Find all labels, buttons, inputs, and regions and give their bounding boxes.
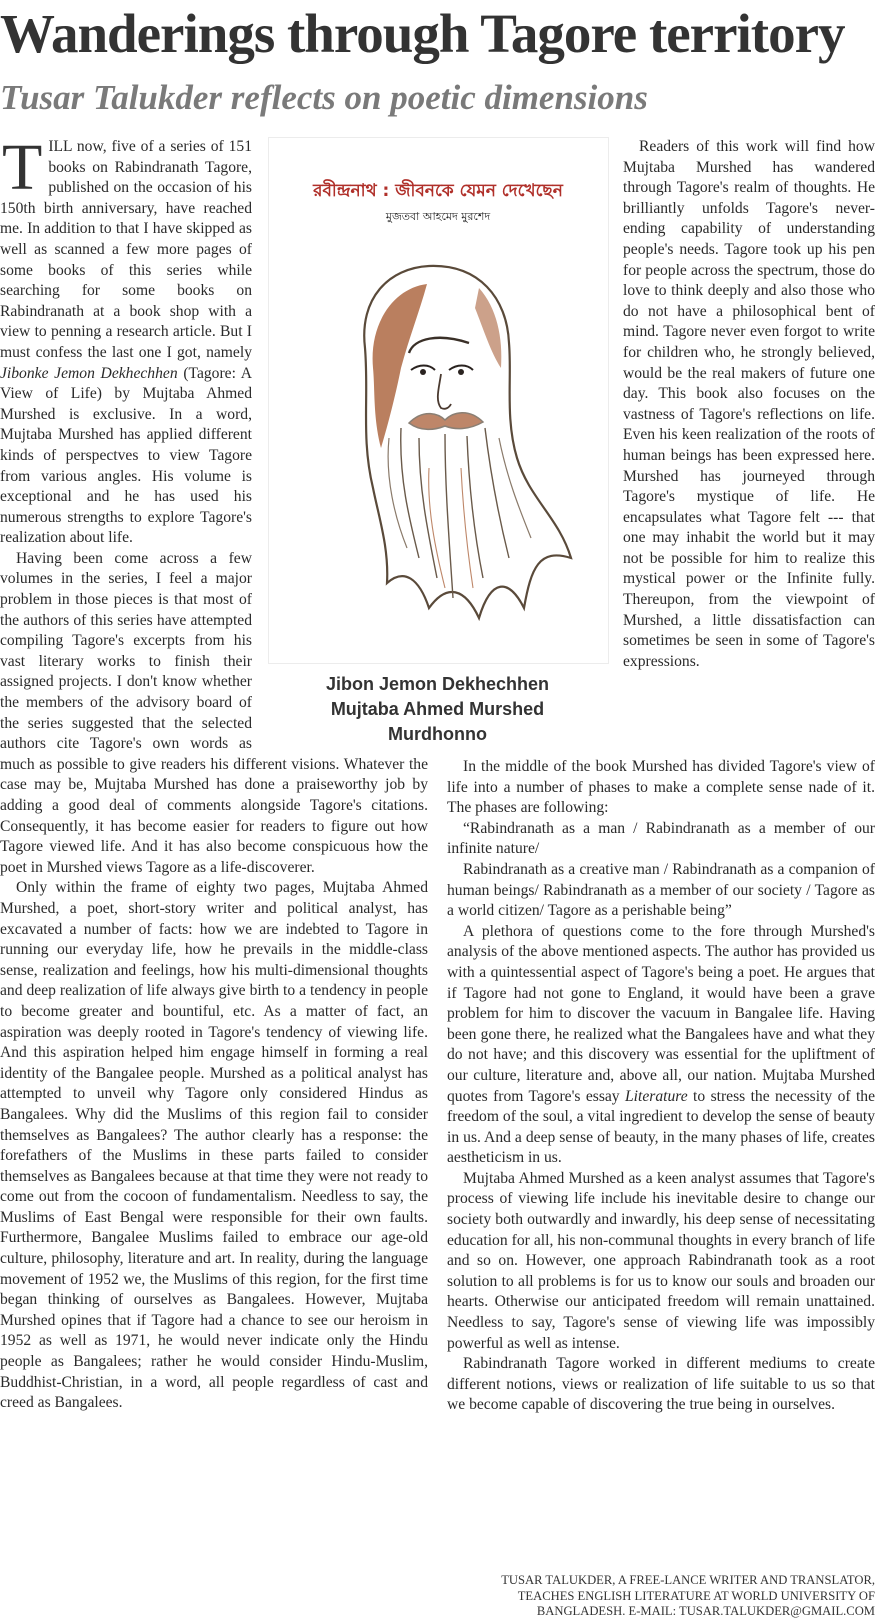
cover-author: মুজতবা আহমেদ মুরশেদ xyxy=(385,210,491,223)
paragraph-r3: “Rabindranath as a man / Rabindranath as a member of our infinite nature/ xyxy=(447,819,875,858)
right-column-upper xyxy=(623,137,875,672)
tagore-portrait-illustration xyxy=(269,138,608,663)
paragraph-r4: Rabindranath as a creative man / Rabindranath as a companion of human beings/ Rabindranath as a member of our society / Tagore as a world citizen/ Tagore as a perishable being” xyxy=(447,860,875,920)
paragraph-r1: Readers of this work will find how Mujtaba Murshed has wandered through Tagore's realm of thoughts. He brilliantly unfolds Tagore's never-ending capability of understanding people's needs. Tagore took up his pen for people across the spectrum, those do love to think deeply and also those who do not have a philosophical bent of mind. Tagore never even forgot to write for children who, he strongly believed, would be the real makers of future one day. This book also focuses on the vastness of Tagore's reflections on life. Even his keen realization of the roots of human beings has been expressed here. Murshed has journeyed through Tagore's mystique of life. He encapsulates what Tagore felt --- that one may inhabit the world but it may not be possible for him to realize this mystical power or the Infinite fully. Thereupon, from the viewpoint of Murshed, a little dissatisfaction can sometimes be seen in some of Tagore's expressions. xyxy=(623,138,875,670)
author-byline: TUSAR TALUKDER, A FREE-LANCE WRITER AND TRANSLATOR, TEACHES ENGLISH LITERATURE AT WORLD UNIVERSITY OF BANGLADESH. E-MAIL: TUSAR.TALUKDER@GMAIL.COM xyxy=(501,1573,875,1618)
paragraph-r5 xyxy=(447,922,875,1169)
cover-title: রবীন্দ্রনাথ : জীবনকে যেমন দেখেছেন xyxy=(313,181,563,201)
essay-title-italic: Literature xyxy=(625,1087,688,1105)
paragraph-r2: In the middle of the book Murshed has divided Tagore's view of life into a number of phases to make a complete sense nade of it. The phases are following: xyxy=(447,758,875,817)
photo-caption xyxy=(268,672,607,747)
paragraph-1-text-end: (Tagore: A View of Life) by Mujtaba Ahmed Murshed is exclusive. In a word, Mujtaba Murshed has applied different kinds of perspectves to view Tagore from various angles. His volume is exceptional and he has used his numerous strengths to explore Tagore's realization about life. xyxy=(0,364,252,547)
article-subheadline: Tusar Talukder reflects on poetic dimensions xyxy=(0,78,648,117)
paragraph-1-text: ILL now, five of a series of 151 books on Rabindranath Tagore, published on the occasion of his 150th birth anniversary, have reached me. In addition to that I have skipped as well as scanned a few more pages of some books of this series while searching for some books on Rabindranath at a book shop with a view to penning a research article. But I must confess the last one I got, namely xyxy=(0,138,252,361)
paragraph-r5-text-end: to stress the necessity of the freedom of the soul, a vital ingredient to develop the sense of beauty in us. And a deep sense of beauty, in the many phases of life, creates aestheticism in us. xyxy=(447,1087,875,1167)
book-title-italic: Jibonke Jemon Dekhechhen xyxy=(0,364,178,382)
paragraph-3: Only within the frame of eighty two pages, Mujtaba Ahmed Murshed, a poet, short-story writer and political analyst, has excavated a number of facts: how we are indebted to Tagore in running our everyday life, how he prevails in the middle-class sense, realization and feelings, how his multi-dimensional thoughts and deep realization of life always give birth to a tendency in people to become greater and bountiful, etc. As a matter of fact, an aspiration was deeply rooted in Tagore's tendency of viewing life. And this aspiration helped him engage himself in forming a real identity of the Bangalee people. Murshed as a political analyst has attempted to unveil why Tagore only considered Hindus as Bangalees. Why did the Muslims of this region fail to consider themselves as Bangalees? The author clearly has a response: the forefathers of the Muslims in these parts failed to consider themselves as Bangalees because at that time they were not ready to come out from the cocoon of fundamentalism. Needless to say, the Muslims of East Bengal were responsible for their own faults. Furthermore, Bangalee Muslims failed to embrace our age-old culture, philosophy, literature and art. In reality, during the language movement of 1952 we, the Muslims of this region, for the first time began thinking of ourselves as Bangalees. However, Mujtaba Murshed opines that if Tagore had a chance to see our heroism in 1952 as well as 1971, he would never indicate only the Hindu people as Bangalees; rather he would consider Hindu-Muslim, Buddhist-Christian, in a word, all people regardless of cast and creed as Bangalees. xyxy=(0,879,428,1412)
paragraph-r5-text: A plethora of questions come to the fore through Murshed's analysis of the above mentioned aspects. The author has provided us with a quintessential aspect of Tagore's being a poet. He argues that if Tagore had not gone to England, it would have been a grave problem for him to discover the vacuum in Bangalee life. Having been gone there, he realized what the Bangalees have and what they do not have; and this discovery was essential for the upliftment of our culture, literature and, above all, our nation. Mujtaba Murshed quotes from Tagore's essay xyxy=(447,922,875,1105)
paragraph-r6: Mujtaba Ahmed Murshed as a keen analyst assumes that Tagore's process of viewing life include his inevitable desire to change our society both outwardly and inwardly, his deep sense of necessitating education for all, his non-communal thoughts in every branch of life and so on. However, one approach Rabindranath took as a root solution to all problems is for us to know our souls and broaden our hearts. Otherwise our anticipated freedom will remain unattained. Needless to say, Tagore's sense of viewing life was impossibly powerful as well as intense. xyxy=(447,1169,875,1352)
caption-line: Mujtaba Ahmed Murshed xyxy=(330,699,545,719)
right-column-lower xyxy=(447,757,875,1416)
caption-line: Jibon Jemon Dekhechhen xyxy=(325,674,550,694)
drop-cap: T xyxy=(2,131,43,204)
caption-line: Murdhonno xyxy=(388,724,487,744)
paragraph-2: Having been come across a few volumes in the series, I feel a major problem in those pieces is that most of the authors of this series have attempted compiling Tagore's excerpts from his vast literary works to finish their assigned projects. I don't know whether the members of the advisory board of the series suggested that the selected authors cite Tagore's own words as much as possible to give readers his different visions. Whatever the case may be, Mujtaba Murshed has done a praiseworthy job by adding a good deal of comments alongside Tagore's citations. Consequently, it has become easier for readers to figure out how Tagore viewed life. And it has also become conspicuous how the poet in Murshed views Tagore as a life-discoverer. xyxy=(0,549,428,876)
book-cover-image xyxy=(268,137,609,664)
article-headline: Wanderings through Tagore territory xyxy=(0,3,845,64)
paragraph-r7: Rabindranath Tagore worked in different mediums to create different notions, views or realization of life suitable to us so that we become capable of discovering the true being in ourselves. xyxy=(447,1355,875,1414)
